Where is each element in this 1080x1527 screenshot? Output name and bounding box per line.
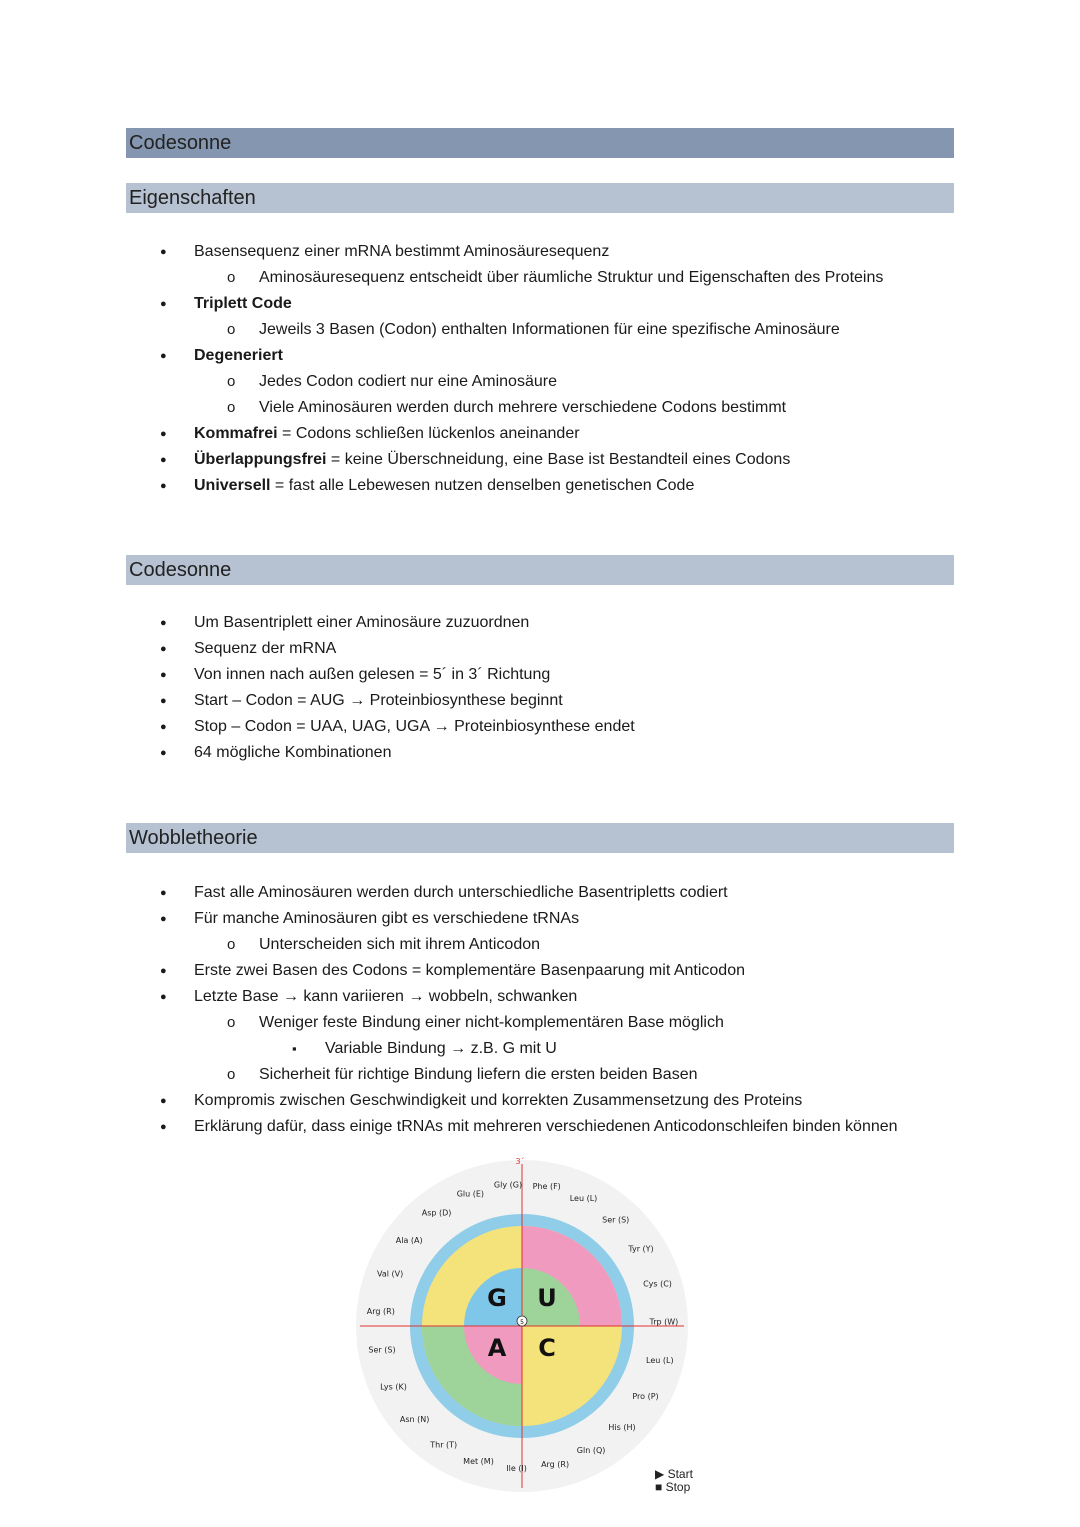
wobble-list — [0, 880, 1080, 1140]
list-item: o Unterscheiden sich mit ihrem Anticodon — [0, 932, 1080, 958]
page-title-bar — [126, 128, 954, 158]
list-item: ● Universell = fast alle Lebewesen nutzen denselben genetischen Code — [0, 473, 1080, 499]
page-title: Codesonne — [129, 131, 232, 154]
base-letter: A — [487, 1334, 507, 1362]
list-item: o Jedes Codon codiert nur eine Aminosäure — [0, 369, 1080, 395]
amino-acid-label: Arg (R) — [366, 1306, 395, 1316]
amino-acid-label: Tyr (Y) — [628, 1244, 654, 1254]
amino-acid-label: Met (M) — [463, 1457, 494, 1467]
list-item: ● Triplett Code — [0, 291, 1080, 317]
amino-acid-label: Lys (K) — [380, 1382, 407, 1392]
amino-acid-label: Asn (N) — [399, 1414, 430, 1424]
list-item: ● Stop – Codon = UAA, UAG, UGA → Proteinbiosynthese endet — [0, 714, 1080, 740]
amino-acid-label: Thr (T) — [430, 1440, 458, 1450]
amino-acid-label: Asp (D) — [421, 1208, 452, 1218]
amino-acid-label: Leu (L) — [569, 1194, 598, 1203]
list-item: ● Für manche Aminosäuren gibt es verschiedene tRNAs — [0, 906, 1080, 932]
list-item: ● Sequenz der mRNA — [0, 636, 1080, 662]
list-item: ● Basensequenz einer mRNA bestimmt Aminosäuresequenz — [0, 239, 1080, 265]
amino-acid-label: Glu (E) — [456, 1189, 485, 1199]
base-letter: U — [537, 1284, 557, 1312]
list-item: ● Überlappungsfrei = keine Überschneidung, eine Base ist Bestandteil eines Codons — [0, 447, 1080, 473]
base-letter: G — [487, 1284, 507, 1312]
amino-acid-label: Phe (F) — [532, 1182, 561, 1192]
three-prime-label: 3´ — [515, 1157, 525, 1166]
amino-acid-label: Ser (S) — [368, 1345, 396, 1355]
eigenschaften-list — [0, 239, 1080, 499]
amino-acid-label: Gln (Q) — [576, 1446, 606, 1455]
list-item: o Viele Aminosäuren werden durch mehrere verschiedene Codons bestimmt — [0, 395, 1080, 421]
amino-acid-label: Gly (G) — [493, 1180, 523, 1190]
amino-acid-label: His (H) — [608, 1422, 636, 1432]
section-title: Eigenschaften — [129, 186, 256, 209]
amino-acid-label: Trp (W) — [649, 1317, 679, 1327]
amino-acid-label: Leu (L) — [646, 1356, 674, 1366]
section-title: Codesonne — [129, 558, 232, 581]
list-item: o Weniger feste Bindung einer nicht-komplementären Base möglich — [0, 1010, 1080, 1036]
list-item: ● Erste zwei Basen des Codons = komplementäre Basenpaarung mit Anticodon — [0, 958, 1080, 984]
list-item: o Sicherheit für richtige Bindung liefern die ersten beiden Basen — [0, 1062, 1080, 1088]
legend-start: ▶ Start — [655, 1467, 693, 1481]
code-sun-diagram — [352, 1156, 692, 1496]
list-item: ● Erklärung dafür, dass einige tRNAs mit mehreren verschiedenen Anticodonschleifen binden können — [0, 1114, 1080, 1140]
section-title: Wobbletheorie — [129, 826, 258, 849]
list-item: ● Start – Codon = AUG → Proteinbiosynthese beginnt — [0, 688, 1080, 714]
amino-acid-label: Pro (P) — [632, 1392, 659, 1402]
amino-acid-label: Arg (R) — [541, 1460, 570, 1470]
section-header-eigenschaften — [126, 183, 954, 213]
list-item: ● Letzte Base → kann variieren → wobbeln, schwanken — [0, 984, 1080, 1010]
list-item: ● Von innen nach außen gelesen = 5´ in 3´ Richtung — [0, 662, 1080, 688]
list-item: o Aminosäuresequenz entscheidt über räumliche Struktur und Eigenschaften des Proteins — [0, 265, 1080, 291]
amino-acid-label: Ile (I) — [506, 1463, 527, 1473]
base-letter: C — [538, 1334, 556, 1362]
list-item: ▪ Variable Bindung → z.B. G mit U — [0, 1036, 1080, 1062]
list-item: ● Kompromis zwischen Geschwindigkeit und korrekten Zusammensetzung des Proteins — [0, 1088, 1080, 1114]
amino-acid-label: Val (V) — [376, 1269, 404, 1279]
list-item: ● Um Basentriplett einer Aminosäure zuzuordnen — [0, 610, 1080, 636]
codesonne-list — [0, 610, 1080, 766]
legend — [655, 1468, 693, 1494]
section-header-wobble — [126, 823, 954, 853]
amino-acid-label: Ser (S) — [602, 1215, 630, 1225]
five-prime-label: 5 — [520, 1319, 524, 1326]
list-item: ● 64 mögliche Kombinationen — [0, 740, 1080, 766]
legend-stop: ■ Stop — [655, 1480, 691, 1494]
section-header-codesonne — [126, 555, 954, 585]
amino-acid-label: Ala (A) — [395, 1235, 423, 1245]
list-item: ● Kommafrei = Codons schließen lückenlos aneinander — [0, 421, 1080, 447]
amino-acid-label: Cys (C) — [643, 1279, 672, 1289]
list-item: o Jeweils 3 Basen (Codon) enthalten Informationen für eine spezifische Aminosäure — [0, 317, 1080, 343]
list-item: ● Degeneriert — [0, 343, 1080, 369]
list-item: ● Fast alle Aminosäuren werden durch unterschiedliche Basentripletts codiert — [0, 880, 1080, 906]
